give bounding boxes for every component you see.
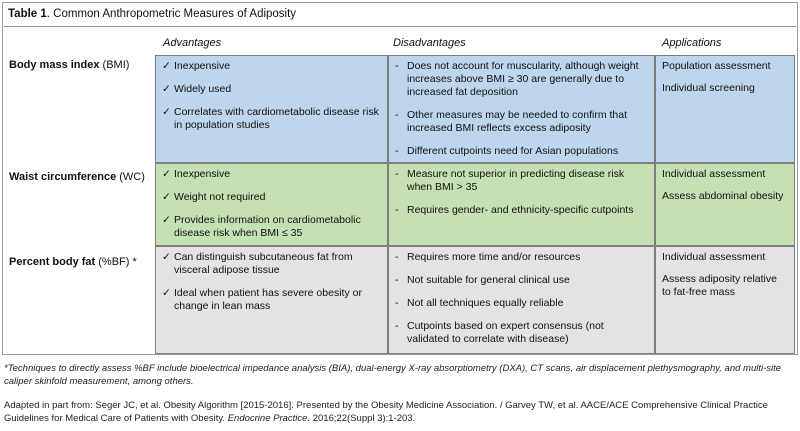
source-text: Adapted in part from: Seger JC, et al. Obesity Algorithm [2015-2016]. Presented by the Obesity Medicine Association. / Garvey TW, et al. AACE/ACE Comprehensive Clinical Practice Guidelines for Medical Care of Patients with Obesity. — [4, 400, 768, 424]
list-item: Assess abdominal obesity — [662, 190, 784, 202]
table-title — [4, 3, 796, 27]
list-item: ✓ Ideal when patient has severe obesity or change in lean mass — [162, 287, 362, 312]
dash-icon: - — [395, 320, 399, 332]
bf-advantages-cell — [155, 246, 388, 354]
source-journal: Endocrine Practice. — [227, 413, 311, 424]
list-item: - Requires more time and/or resources — [395, 251, 581, 263]
list-item: - Measure not superior in predicting disease risk when BMI > 35 — [395, 168, 625, 193]
source-citation — [4, 399, 796, 425]
wc-applications-cell — [655, 163, 795, 246]
row-label-bf-abbr: (%BF) * — [95, 256, 137, 268]
dash-icon: - — [395, 145, 399, 157]
check-icon: ✓ — [162, 106, 171, 118]
wc-advantages-cell — [155, 163, 388, 246]
list-item: - Cutpoints based on expert consensus (not validated to correlate with disease) — [395, 320, 604, 345]
check-icon: ✓ — [162, 191, 171, 203]
list-item: - Other measures may be needed to confirm that increased BMI reflects excess adiposity — [395, 109, 628, 134]
dash-icon: - — [395, 60, 399, 72]
dash-icon: - — [395, 297, 399, 309]
row-label-wc-abbr: (WC) — [116, 171, 145, 183]
check-icon: ✓ — [162, 251, 171, 263]
check-icon: ✓ — [162, 287, 171, 299]
check-icon: ✓ — [162, 168, 171, 180]
list-item: Individual screening — [662, 82, 755, 94]
bf-disadvantages-cell — [388, 246, 655, 354]
list-item: ✓ Inexpensive — [162, 168, 231, 180]
row-label-bf — [9, 256, 137, 268]
list-item: ✓ Inexpensive — [162, 60, 231, 72]
list-item: - Not all techniques equally reliable — [395, 297, 564, 309]
header-applications: Applications — [662, 37, 722, 49]
table-caption: . Common Anthropometric Measures of Adiposity — [46, 8, 297, 20]
bmi-applications-cell — [655, 55, 795, 163]
row-label-bmi-abbr: (BMI) — [99, 59, 130, 71]
row-label-wc-name: Waist circumference — [9, 171, 117, 183]
bmi-disadvantages-cell — [388, 55, 655, 163]
bmi-advantages-cell — [155, 55, 388, 163]
dash-icon: - — [395, 251, 399, 263]
list-item: ✓ Provides information on cardiometabolic disease risk when BMI ≤ 35 — [162, 214, 361, 239]
list-item: ✓ Correlates with cardiometabolic disease risk in population studies — [162, 106, 379, 131]
list-item: - Does not account for muscularity, although weight increases above BMI ≥ 30 are generally due to increased fat deposition — [395, 60, 639, 98]
dash-icon: - — [395, 168, 399, 180]
list-item: Individual assessment — [662, 168, 766, 180]
dash-icon: - — [395, 204, 399, 216]
list-item: ✓ Weight not required — [162, 191, 266, 203]
list-item: Individual assessment — [662, 251, 766, 263]
list-item: ✓ Widely used — [162, 83, 232, 95]
row-label-bf-name: Percent body fat — [9, 256, 96, 268]
list-item: - Not suitable for general clinical use — [395, 274, 570, 286]
check-icon: ✓ — [162, 214, 171, 226]
list-item: ✓ Can distinguish subcutaneous fat from visceral adipose tissue — [162, 251, 353, 276]
table-number: Table 1 — [8, 8, 47, 20]
bf-applications-cell — [655, 246, 795, 354]
list-item: Assess adiposity relative to fat-free mass — [662, 273, 777, 298]
wc-disadvantages-cell — [388, 163, 655, 246]
footnote: *Techniques to directly assess %BF include bioelectrical impedance analysis (BIA), dual-energy X-ray absorptiometry (DXA), CT scans, air displacement plethysmography, and multi-site caliper skinfold measurement, among others. — [4, 363, 782, 387]
list-item: - Different cutpoints need for Asian populations — [395, 145, 619, 157]
source-details: 2016;22(Suppl 3):1-203. — [310, 413, 416, 424]
list-item: - Requires gender- and ethnicity-specific cutpoints — [395, 204, 634, 216]
row-label-bmi — [9, 59, 129, 71]
row-label-bmi-name: Body mass index — [9, 59, 100, 71]
check-icon: ✓ — [162, 83, 171, 95]
dash-icon: - — [395, 109, 399, 121]
check-icon: ✓ — [162, 60, 171, 72]
header-advantages: Advantages — [163, 37, 222, 49]
list-item: Population assessment — [662, 60, 771, 72]
header-disadvantages: Disadvantages — [393, 37, 466, 49]
dash-icon: - — [395, 274, 399, 286]
row-label-wc — [9, 171, 145, 183]
